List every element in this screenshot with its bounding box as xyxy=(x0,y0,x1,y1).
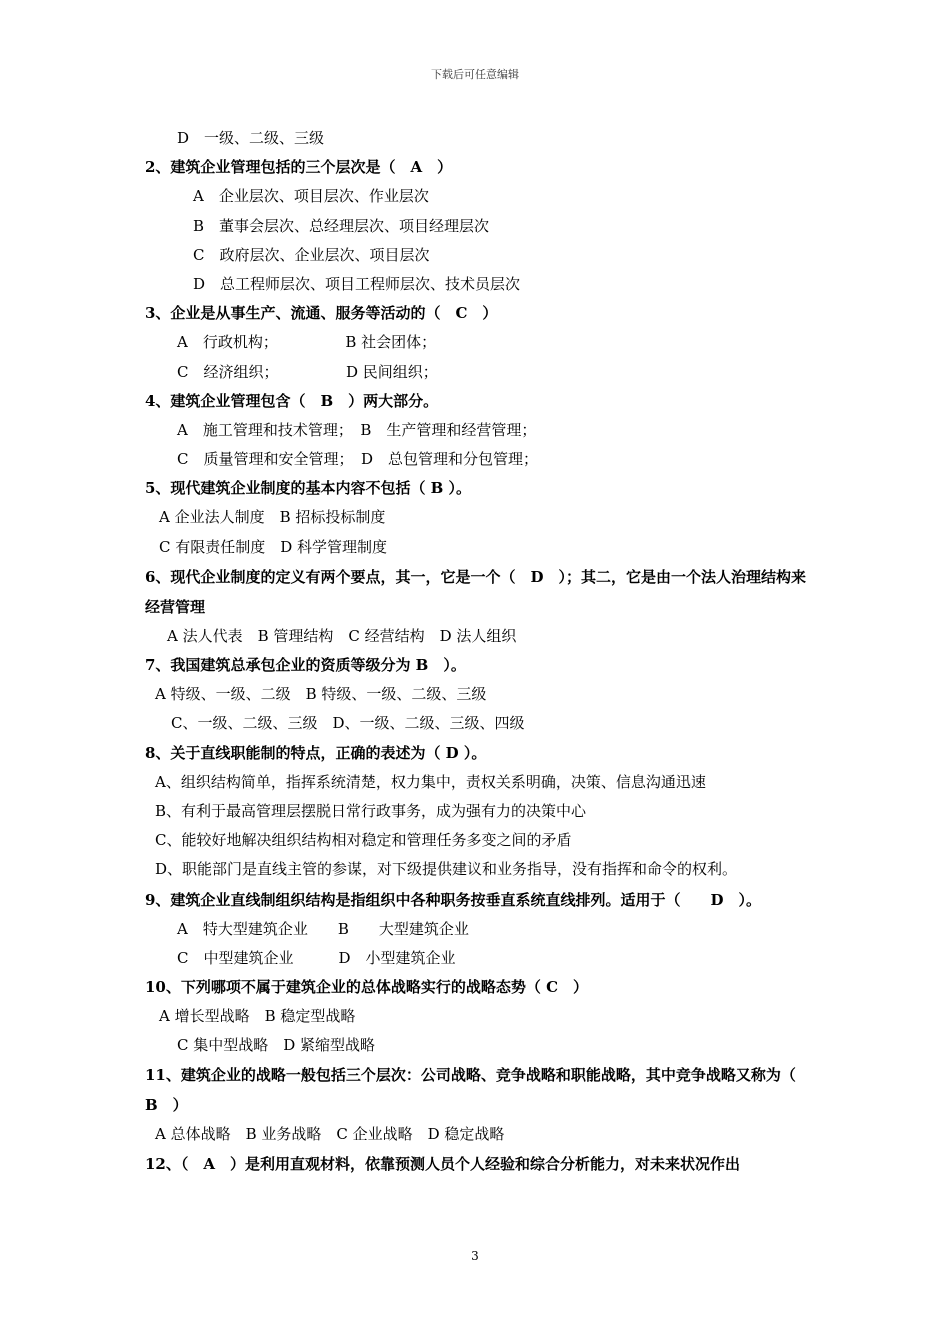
question-text: 3、企业是从事生产、流通、服务等活动的（ C ） xyxy=(145,304,498,323)
option-text: D、职能部门是直线主管的参谋，对下级提供建议和业务指导，没有指挥和命令的权利。 xyxy=(155,860,738,879)
option-text: C 集中型战略 D 紧缩型战略 xyxy=(177,1036,376,1055)
document-body xyxy=(145,124,810,1179)
question-text: 11、建筑企业的战略一般包括三个层次：公司战略、竞争战略和职能战略，其中竞争战略又称为（ B ） xyxy=(145,1066,811,1115)
question-text: 9、建筑企业直线制组织结构是指组织中各种职务按垂直系统直线排列。适用于（ D ）。 xyxy=(145,890,761,909)
question-text: 4、建筑企业管理包含（ B ）两大部分。 xyxy=(145,391,439,410)
page-header: 下载后可任意编辑 xyxy=(431,68,519,81)
option-text: A 特级、一级、二级 B 特级、一级、二级、三级 xyxy=(155,685,487,704)
option-text: C 政府层次、企业层次、项目层次 xyxy=(193,245,430,264)
option-text: C、一级、二级、三级 D、一级、二级、三级、四级 xyxy=(171,714,525,733)
question-text: 5、现代建筑企业制度的基本内容不包括（ B ）。 xyxy=(145,479,472,498)
question-text: 12、（ A ）是利用直观材料，依靠预测人员个人经验和综合分析能力，对未来状况作出 xyxy=(145,1154,741,1173)
option-text: C、能较好地解决组织结构相对稳定和管理任务多变之间的矛盾 xyxy=(155,831,572,850)
option-text: C 质量管理和安全管理； D 总包管理和分包管理； xyxy=(177,450,539,469)
question-text: 7、我国建筑总承包企业的资质等级分为 B ）。 xyxy=(145,656,466,674)
option-text: A 企业层次、项目层次、作业层次 xyxy=(193,187,429,206)
option-text: A 特大型建筑企业 B 大型建筑企业 xyxy=(177,919,469,938)
option-text: A 总体战略 B 业务战略 C 企业战略 D 稳定战略 xyxy=(155,1125,505,1144)
option-text: A、组织结构简单，指挥系统清楚，权力集中，责权关系明确，决策、信息沟通迅速 xyxy=(155,772,706,791)
option-text: D 总工程师层次、项目工程师层次、技术员层次 xyxy=(193,274,521,293)
page-number: 3 xyxy=(471,1249,479,1263)
question-text: 2、建筑企业管理包括的三个层次是（ A ） xyxy=(145,158,453,177)
option-text: A 法人代表 B 管理结构 C 经营结构 D 法人组织 xyxy=(167,626,517,645)
option-text: A 行政机构； B 社会团体； xyxy=(177,333,437,352)
option-text: B、有利于最高管理层摆脱日常行政事务，成为强有力的决策中心 xyxy=(155,801,587,820)
option-text: D 一级、二级、三级 xyxy=(177,129,325,147)
option-text: B 董事会层次、总经理层次、项目经理层次 xyxy=(193,216,490,235)
option-text: A 企业法人制度 B 招标投标制度 xyxy=(159,508,386,527)
option-text: C 有限责任制度 D 科学管理制度 xyxy=(159,537,388,556)
option-text: C 经济组织； D 民间组织； xyxy=(177,362,438,381)
option-text: A 施工管理和技术管理； B 生产管理和经营管理； xyxy=(177,420,537,439)
question-text: 8、关于直线职能制的特点，正确的表述为（ D ）。 xyxy=(145,743,487,762)
question-text: 6、现代企业制度的定义有两个要点，其一，它是一个（ D ）；其二，它是由一个法人治理结构来经营管理 xyxy=(145,567,806,616)
option-text: C 中型建筑企业 D 小型建筑企业 xyxy=(177,948,456,967)
question-text: 10、下列哪项不属于建筑企业的总体战略实行的战略态势（ C ） xyxy=(145,977,589,996)
option-text: A 增长型战略 B 稳定型战略 xyxy=(159,1007,356,1026)
